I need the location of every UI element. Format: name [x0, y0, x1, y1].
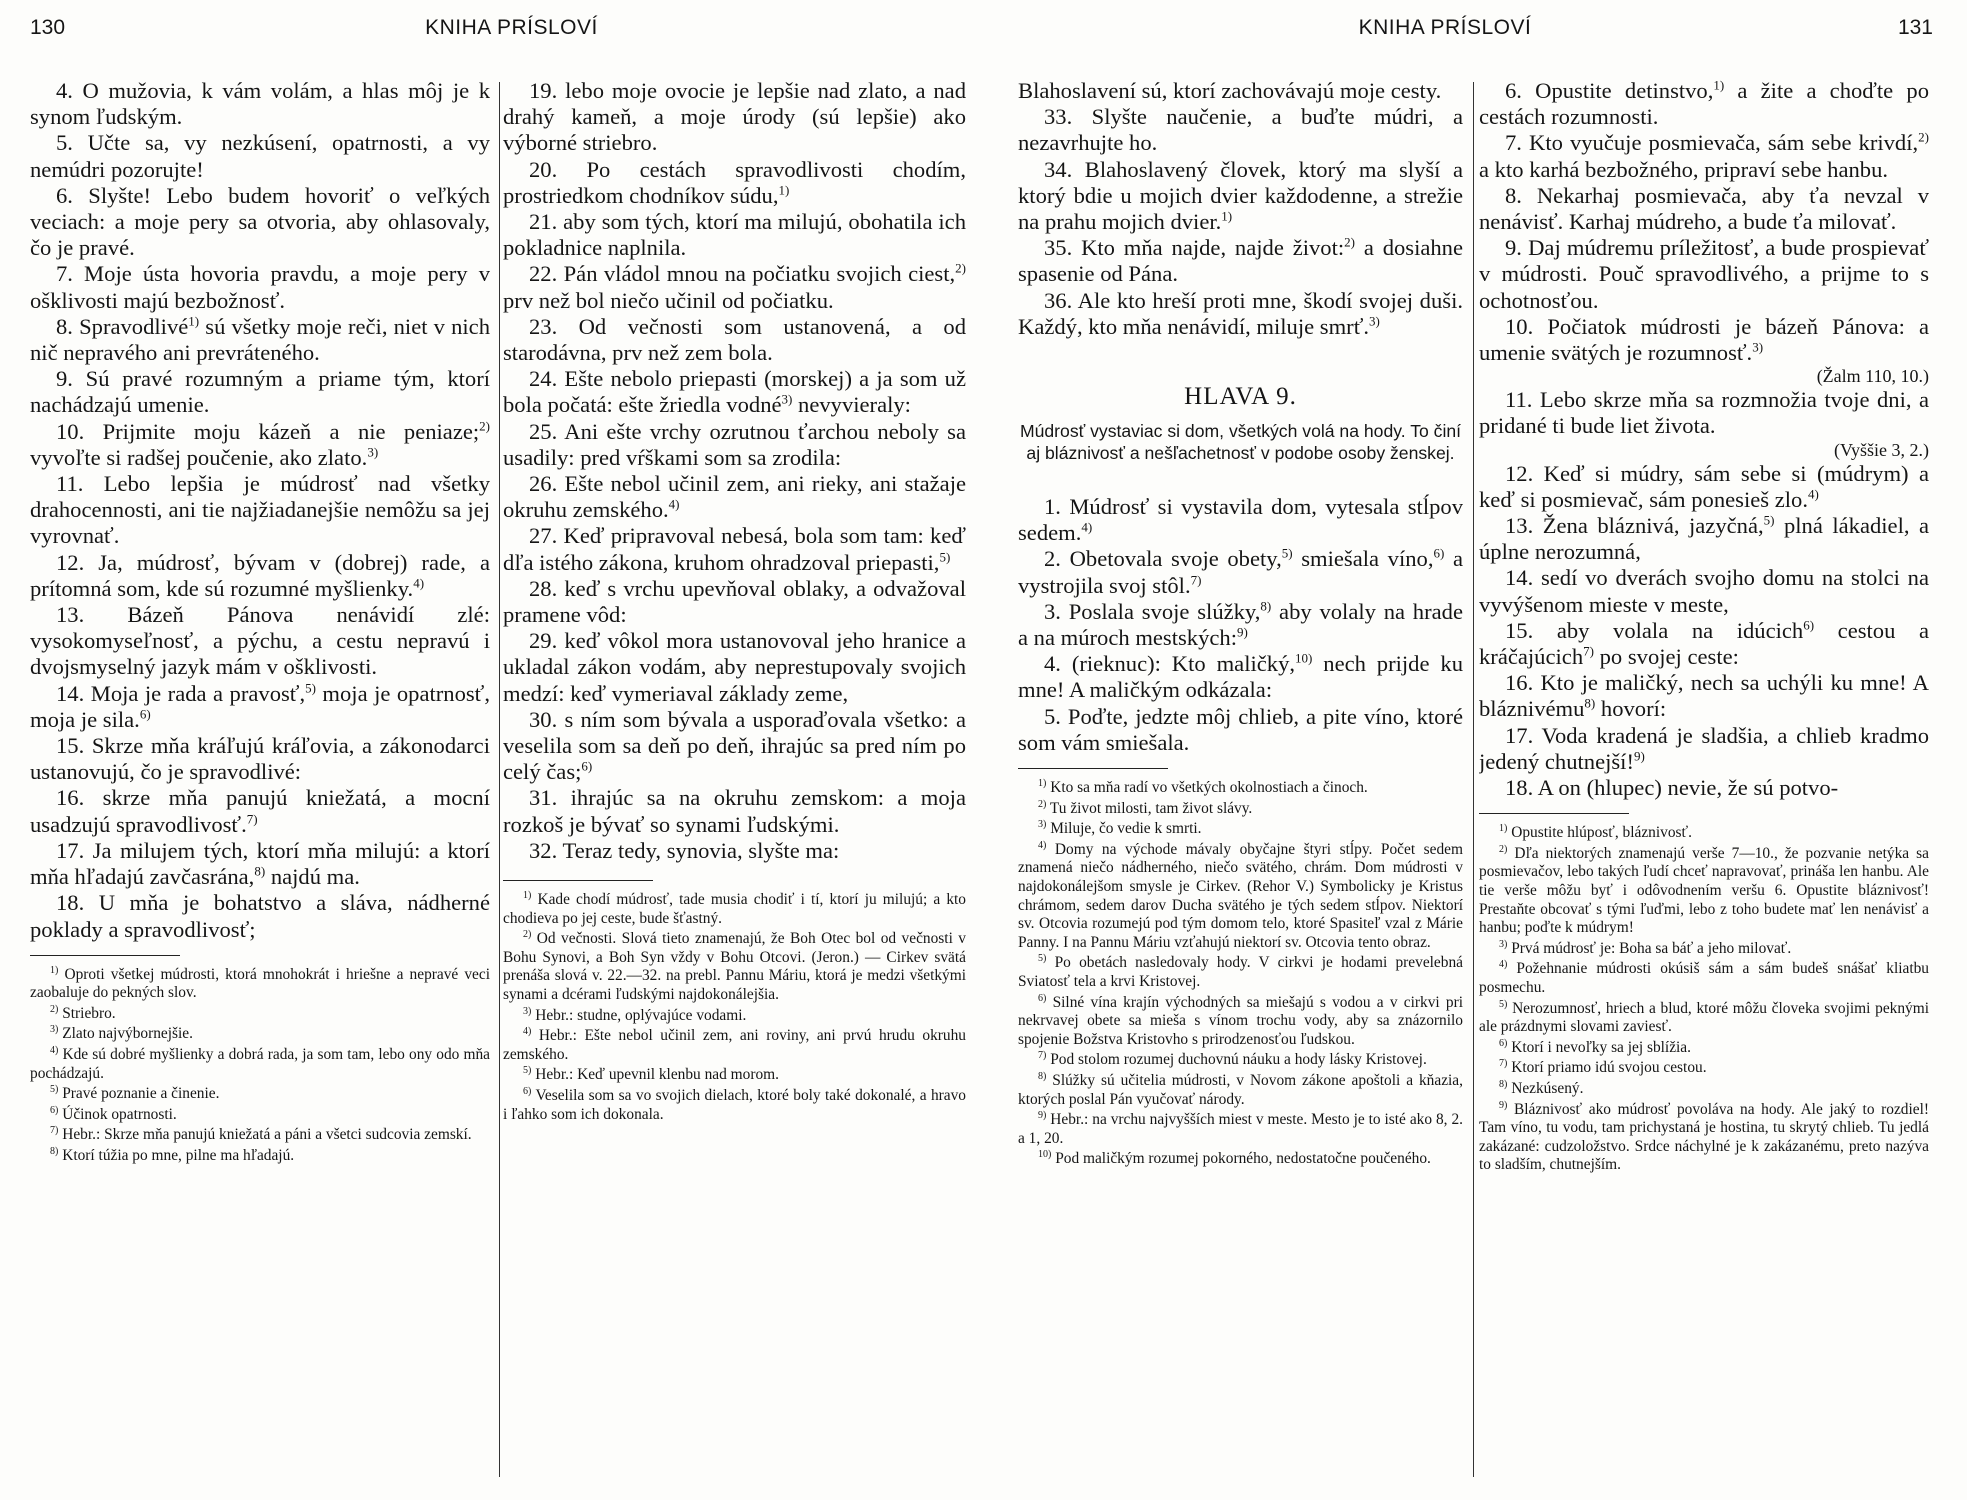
verse-text: 24. Ešte nebolo priepasti (morskej) a ja som už bola počatá: ešte žriedla vodné: [503, 366, 966, 418]
verse: [1018, 78, 1463, 104]
verse: [1479, 387, 1929, 439]
footnote-text: Bláznivosť ako múdrosť povoláva na hody. Ale jaký to rozdiel! Tam víno, tu vodu, tam prichystaná je hostina, tu skrytý chlieb. Tu jedlá zakázané: cudzoložstvo. Srdce náchylné je k zakázanému, preto nazýva to sladším, chutnejším.: [1479, 1100, 1929, 1174]
footnote-ref: 2): [1918, 129, 1929, 145]
verse-text: 35. Kto mňa najde, najde život:: [1044, 235, 1345, 261]
footnote: [1018, 1051, 1463, 1070]
footnote: [1018, 1072, 1463, 1109]
verse-text: 27. Keď pripravoval nebesá, bola som tam: keď dľa istého zákona, kruhom ohradzoval priepasti,: [503, 523, 966, 575]
footnote-ref: 1): [1221, 208, 1233, 224]
footnote-rule: [1479, 813, 1629, 814]
verse-text: a vystrojila svoj stôl.: [1018, 546, 1463, 598]
footnote: [1018, 994, 1463, 1050]
verse-text: 34. Blahoslavený človek, ktorý ma slyší a ktorý bdie u mojich dvier každodenne, a strežie na prahu mojich dvier.: [1018, 156, 1463, 235]
verse: [1479, 130, 1929, 182]
footnote-number: 2): [1038, 798, 1047, 810]
footnote-ref: 2): [1344, 234, 1355, 250]
verse: [30, 419, 490, 471]
verse-text: a dosiahne spasenie od Pána.: [1018, 235, 1463, 287]
verse-text: najdú ma.: [265, 864, 360, 890]
footnote-ref: 4): [1807, 486, 1819, 502]
footnote-ref: 3): [367, 444, 379, 460]
footnote-ref: 4): [1081, 519, 1093, 535]
verses: [1018, 78, 1463, 340]
footnote: [30, 1025, 490, 1044]
verse: [503, 707, 966, 786]
footnote-number: 1): [523, 889, 532, 901]
verse: [503, 471, 966, 523]
right-page: [983, 0, 1967, 1500]
footnote-ref: 6): [1433, 545, 1445, 561]
footnote-text: Pravé poznanie a činenie.: [62, 1085, 220, 1103]
verse-text: 18. A on (hlupec) nevie, že sú potvo-: [1505, 775, 1839, 801]
footnote: [30, 1046, 490, 1083]
verse-text: 29. keď vôkol mora ustanovoval jeho hranice a ukladal zákon vodám, aby neprestupovaly svojich medzí: keď vymeriaval základy zeme,: [503, 628, 966, 706]
footnote-ref: 7): [1190, 572, 1202, 588]
verse: [503, 209, 966, 261]
footnote-ref: 2): [955, 260, 966, 276]
verse: [30, 602, 490, 681]
footnote-number: 2): [1499, 843, 1508, 855]
footnote-rule: [30, 955, 180, 956]
footnote-ref: 8): [1584, 695, 1596, 711]
chapter-title: HLAVA 9.: [1184, 383, 1297, 411]
verse: [503, 314, 966, 366]
verse-text: 13. Bázeň Pánova nenávidí zlé: vysokomyseľnosť, a pýchu, a cestu nepravú i dvojsmyselný jazyk mám v ošklivosti.: [30, 602, 490, 680]
footnotes: [1479, 824, 1929, 1175]
footnote: [503, 930, 966, 1004]
footnote-text: Dľa niektorých znamenajú verše 7—10., že pozvanie netýka sa posmievačov, lebo takých ľudí chceť napravovať, prináša len hanbu. Ale tie verše môžu byť i odôvodnením veršu 6. Opustite bláznivosť! Prestaňte obcovať s tými ľuďmi, lebo z toho budete mať len nenávisť a hanbu; poďte k múdrym!: [1479, 844, 1929, 937]
footnote-ref: 7): [1583, 643, 1594, 659]
verse-text: 11. Lebo lepšia je múdrosť nad všetky drahocennosti, ani tie najžiadanejšie nemôžu sa jej vyrovnať.: [30, 471, 490, 549]
footnote-number: 8): [1038, 1070, 1047, 1082]
verse: [1479, 775, 1929, 801]
verse-text: 8. Nekarhaj posmievača, aby ťa nevzal v nenávisť. Karhaj múdreho, a bude ťa milovať.: [1479, 182, 1929, 235]
verse-text: 10. Prijmite moju kázeň a nie peniaze;: [56, 418, 480, 444]
footnote-text: Kto sa mňa radí vo všetkých okolnostiach a činoch.: [1050, 779, 1368, 797]
footnote-ref: 1): [1713, 78, 1725, 93]
verse-text: a kto karhá bezbožného, pripraví sebe hanbu.: [1479, 156, 1889, 182]
footnote-ref: 7): [246, 811, 258, 827]
verse-text: 13. Žena bláznivá, jazyčná,: [1505, 513, 1764, 539]
verse: [1018, 599, 1463, 651]
footnote-ref: 8): [1260, 598, 1272, 614]
verse-text: 7. Kto vyučuje posmievača, sám sebe krivdí,: [1505, 130, 1919, 156]
verse: [1018, 651, 1463, 703]
verse: [1018, 235, 1463, 287]
footnote-text: Prvá múdrosť je: Boha sa báť a jeho milovať.: [1511, 939, 1792, 957]
left-page-header: [0, 16, 983, 46]
footnote-number: 4): [50, 1044, 59, 1056]
verse-text: 31. ihrajúc sa na okruhu zemskom: a moja rozkoš je bývať so synami ľudskými.: [503, 785, 966, 837]
verse-text: 25. Ani ešte vrchy ozrutnou ťarchou neboly sa usadily: pred vŕškami som sa zrodila:: [503, 418, 966, 470]
footnote: [1479, 1080, 1929, 1099]
footnote-text: Pod stolom rozumej duchovnú náuku a hody lásky Kristovej.: [1050, 1051, 1427, 1069]
footnote-ref: 3): [1369, 313, 1380, 329]
verse-text: 33. Slyšte naučenie, a buďte múdri, a nezavrhujte ho.: [1018, 104, 1463, 156]
verse-text: 8. Spravodlivé: [56, 313, 189, 339]
verse: [1479, 78, 1929, 130]
verse: [30, 314, 490, 366]
verse-text: 21. aby som tých, ktorí ma milujú, obohatila ich pokladnice naplnila.: [503, 209, 966, 261]
left-column-2: [503, 78, 966, 1488]
footnote-ref: 4): [668, 496, 680, 512]
verse-text: 18. U mňa je bohatstvo a sláva, nádherné poklady a spravodlivosť;: [30, 890, 490, 942]
footnote: [1479, 824, 1929, 843]
footnote-number: 7): [1499, 1058, 1508, 1070]
footnote-text: Hebr.: Ešte nebol učinil zem, ani roviny, ani prvú hrudu okruhu zemského.: [503, 1027, 966, 1063]
verse: [30, 471, 490, 550]
verse-text: 32. Teraz tedy, synovia, slyšte ma:: [529, 837, 840, 863]
footnote-number: 9): [1499, 1099, 1508, 1111]
verse: [1479, 618, 1929, 670]
verse-text: a žite a choďte po cestách rozumnosti.: [1479, 78, 1929, 130]
verse-text: 6. Opustite detinstvo,: [1505, 78, 1714, 103]
footnote: [30, 1085, 490, 1104]
verse: [30, 261, 490, 313]
running-title: KNIHA PRÍSLOVÍ: [425, 16, 598, 39]
footnote: [30, 1126, 490, 1145]
verses: [503, 78, 966, 864]
verse-text: 12. Keď si múdry, sám sebe si (múdrym) a keď si posmievač, sám ponesieš zlo.: [1479, 460, 1929, 512]
verse-text: 7. Moje ústa hovoria pravdu, a moje pery v ošklivosti majú bezbožnosť.: [30, 261, 490, 313]
footnote-rule: [1018, 768, 1168, 769]
cross-reference: (Vyššie 3, 2.): [1834, 439, 1929, 460]
verse: [1479, 513, 1929, 565]
verse-text: 6. Slyšte! Lebo budem hovoriť o veľkých veciach: a moje pery sa otvoria, aby ohlasovaly, čo je pravé.: [30, 182, 490, 261]
verse-text: 14. sedí vo dverách svojho domu na stolci na vyvýšenom mieste v meste,: [1479, 565, 1929, 617]
footnote-text: Veselila som sa vo svojich dielach, ktoré boly také dokonalé, a hravo i ľahko som ich dokonala.: [503, 1087, 966, 1123]
verse-text: 16. skrze mňa panujú kniežatá, a mocní usadzujú spravodlivosť.: [30, 785, 490, 837]
verse-text: sú všetky moje reči, niet v nich nič nepravého ani prevráteného.: [30, 313, 490, 366]
footnote-text: Kde sú dobré myšlienky a dobrá rada, ja som tam, lebo ony odo mňa pochádzajú.: [30, 1046, 490, 1082]
verse-text: 11. Lebo skrze mňa sa rozmnožia tvoje dni, a pridané ti bude liet života.: [1479, 387, 1929, 439]
footnote-text: Domy na východe mávaly obyčajne štyri stĺpy. Počet sedem znamená niečo nádherného, niečo svätého, chrám. Dom múdrosti v najdokonálejšom smysle je Cirkev. (Rehor V.) Symbolicky je Kristus chrámom, sedem darov Ducha svätého je tých sedem stĺpov. Niektorí sv. Otcovia rozumejú pod tým domom telo, ktoré Spasiteľ vzal z Márie Panny. I na Pannu Máriu vzťahujú niektorí sv. Otcovia tento obraz.: [1018, 840, 1463, 951]
footnote-ref: 9): [1633, 748, 1645, 764]
footnote-text: Ktorí i nevoľky sa jej sblížia.: [1511, 1038, 1691, 1056]
column-rule: [499, 82, 500, 1477]
footnote: [1018, 800, 1463, 819]
footnote-ref: 5): [939, 549, 951, 565]
footnote-text: Hebr.: Keď upevnil klenbu nad morom.: [535, 1066, 779, 1084]
page-number: 131: [1897, 16, 1933, 39]
verse-text: hovorí:: [1595, 696, 1667, 722]
footnote-text: Ktorí priamo idú svojou cestou.: [1511, 1059, 1707, 1077]
footnote-text: Hebr.: studne, oplývajúce vodami.: [535, 1006, 747, 1024]
footnote: [1479, 1000, 1929, 1037]
running-title: KNIHA PRÍSLOVÍ: [1358, 16, 1532, 39]
verse-text: 14. Moja je rada a pravosť,: [56, 680, 306, 706]
footnote-ref: 1): [188, 313, 200, 329]
footnote-text: Miluje, čo vedie k smrti.: [1050, 820, 1202, 838]
verse: [1018, 104, 1463, 156]
verse: [1479, 723, 1929, 775]
footnote-ref: 6): [1803, 617, 1815, 633]
footnote-number: 6): [1499, 1037, 1508, 1049]
footnote-text: Pod maličkým rozumej pokorného, nedostatočne poučeného.: [1055, 1150, 1431, 1168]
verse-text: 20. Po cestách spravodlivosti chodím, prostriedkom chodníkov súdu,: [503, 156, 966, 208]
verse: [1018, 157, 1463, 236]
verse: [503, 628, 966, 707]
footnote-number: 7): [1038, 1050, 1047, 1062]
footnote-text: Silné vína krajín východných sa miešajú s vodou a v cirkvi pri nekrvavej obete sa mieša s vínom trochu vody, aby sa znázornilo spojenie Božstva Kristovho s prirodzenosťou ľudskou.: [1018, 993, 1463, 1048]
verse: [1018, 546, 1463, 598]
footnote-number: 6): [50, 1104, 59, 1116]
footnote-ref: 5): [1763, 512, 1775, 528]
verse: [503, 78, 966, 157]
verses: [1479, 78, 1929, 801]
footnote-number: 9): [1038, 1110, 1047, 1122]
verse-text: nech prijde ku mne! A maličkým odkázala:: [1018, 651, 1463, 703]
verse: [30, 681, 490, 733]
footnote: [1018, 1150, 1463, 1169]
verse: [30, 890, 490, 942]
verses: [1018, 494, 1463, 756]
verse-text: aby volaly na hrade a na múroch mestských:: [1018, 598, 1463, 651]
footnote-number: 1): [50, 964, 59, 976]
footnote-ref: 5): [1281, 545, 1293, 561]
verse: [1479, 461, 1929, 513]
verse: [30, 78, 490, 130]
verse-text: 16. Kto je maličký, nech sa uchýli ku mne! A bláznivému: [1479, 670, 1929, 722]
footnote-ref: 8): [254, 863, 266, 879]
footnote-text: Účinok opatrnosti.: [62, 1105, 177, 1123]
verse: [503, 157, 966, 209]
verse-text: vyvoľte si radšej poučenie, ako zlato.: [30, 444, 368, 470]
footnote-number: 7): [50, 1125, 59, 1137]
verse-text: 2. Obetovala svoje obety,: [1044, 546, 1282, 572]
verse: [1479, 235, 1929, 314]
footnote-text: Hebr.: na vrchu najvyšších miest v meste. Mesto je to isté ako 8, 2. a 1, 20.: [1018, 1111, 1463, 1147]
footnote-text: Od večnosti. Slová tieto znamenajú, že Boh Otec bol od večnosti v Bohu Synovi, a Boh Syn vždy v Bohu Otcovi. (Jeron.) — Cirkev svätá prenáša slová v. 22.—32. na prebl. Pannu Máriu, ktorá je medzi všetkými synami a dcérami ľudskými najdokonálejšia.: [503, 930, 966, 1004]
footnote: [1479, 845, 1929, 938]
footnote-number: 4): [1038, 839, 1047, 851]
footnotes: [30, 966, 490, 1166]
footnote-number: 4): [523, 1026, 532, 1038]
verse-text: 12. Ja, múdrosť, bývam v (dobrej) rade, a prítomná som, kde sú rozumné myšlienky.: [30, 549, 490, 601]
verse-text: 17. Ja milujem tých, ktorí mňa milujú: a ktorí mňa hľadajú zavčasrána,: [30, 837, 490, 890]
verse: [30, 183, 490, 262]
footnote: [1018, 820, 1463, 839]
footnote: [1479, 1101, 1929, 1175]
verse-text: 3. Poslala svoje slúžky,: [1044, 598, 1261, 624]
footnote-text: Požehnanie múdrosti okúsiš sám a sám budeš snášať kliatbu posmechu.: [1479, 960, 1929, 997]
verse: [503, 576, 966, 628]
footnote-ref: 6): [139, 706, 151, 722]
footnote-number: 1): [1499, 823, 1508, 835]
footnote: [30, 1147, 490, 1166]
footnote: [1479, 940, 1929, 959]
footnote-number: 3): [50, 1024, 59, 1036]
column-rule: [1473, 82, 1474, 1477]
footnotes: [503, 891, 966, 1124]
footnote: [1479, 960, 1929, 997]
cross-reference: (Žalm 110, 10.): [1816, 366, 1929, 387]
right-column-1: [1018, 78, 1463, 1488]
footnote-number: 3): [1038, 819, 1047, 831]
footnote-number: 8): [1499, 1078, 1508, 1090]
footnote-number: 5): [50, 1084, 59, 1096]
footnote-number: 2): [523, 929, 532, 941]
footnote: [30, 1005, 490, 1024]
right-page-header: [983, 16, 1967, 46]
footnote-text: Zlato najvýbornejšie.: [62, 1025, 193, 1043]
verse: [30, 838, 490, 890]
verse-text: 5. Učte sa, vy nezkúsení, opatrnosti, a vy nemúdri pozorujte!: [30, 130, 490, 182]
footnote: [1479, 1059, 1929, 1078]
footnote-ref: 3): [781, 391, 793, 407]
verse: [503, 785, 966, 837]
footnote: [1018, 841, 1463, 953]
verse: [1018, 704, 1463, 756]
verse-text: 9. Sú pravé rozumným a priame tým, ktorí nachádzajú umenie.: [30, 366, 490, 418]
verse-text: 9. Daj múdremu príležitosť, a bude prospievať v múdrosti. Pouč spravodlivého, a prijme to s ochotnosťou.: [1479, 235, 1929, 313]
footnote-text: Slúžky sú učitelia múdrosti, v Novom zákone apoštoli a kňazia, ktorých poslal Pán vyučovať národy.: [1018, 1071, 1463, 1108]
footnote-text: Po obetách nasledovaly hody. V cirkvi je hodami prevelebná Sviatosť tela a krvi Kristovej.: [1018, 954, 1463, 990]
footnote: [1018, 954, 1463, 991]
footnote-ref: 10): [1295, 650, 1313, 666]
verse-text: 10. Počiatok múdrosti je bázeň Pánova: a umenie svätých je rozumnosť.: [1479, 313, 1929, 366]
verse: [30, 366, 490, 418]
footnote: [503, 1007, 966, 1026]
verse: [503, 366, 966, 418]
verse-text: 4. O mužovia, k vám volám, a hlas môj je k synom ľudským.: [30, 78, 490, 130]
verse: [30, 733, 490, 785]
verse-text: 28. keď s vrchu upevňoval oblaky, a odvažoval pramene vôd:: [503, 575, 966, 628]
footnote-text: Striebro.: [62, 1004, 116, 1022]
verse: [30, 550, 490, 602]
footnote: [1479, 1039, 1929, 1058]
footnote-ref: 3): [1752, 339, 1764, 355]
left-column-1: [30, 78, 490, 1488]
footnote-text: Kade chodí múdrosť, tade musia chodiť i tí, ktorí ju milujú; a kto chodieva po jej ceste, bude šťastný.: [503, 891, 966, 927]
footnote-number: 8): [50, 1145, 59, 1157]
left-page: [0, 0, 983, 1500]
verse-text: cestou a kráčajúcich: [1479, 617, 1929, 670]
verse: [503, 523, 966, 575]
verse-text: 4. (rieknuc): Kto maličký,: [1044, 651, 1296, 677]
verse: [503, 261, 966, 313]
footnote-number: 5): [523, 1065, 532, 1077]
verse: [30, 785, 490, 837]
verse: [1479, 314, 1929, 366]
footnote-text: Nezkúsený.: [1511, 1080, 1584, 1097]
footnote: [503, 1027, 966, 1064]
footnote: [503, 891, 966, 928]
verse-text: 22. Pán vládol mnou na počiatku svojich ciest,: [529, 261, 956, 287]
footnote-ref: 1): [778, 182, 790, 198]
footnote-text: Hebr.: Skrze mňa panujú kniežatá a páni a všetci sudcovia zemskí.: [62, 1126, 472, 1144]
footnote-number: 3): [1499, 938, 1508, 950]
footnote-number: 4): [1499, 959, 1508, 971]
footnote-number: 1): [1038, 777, 1047, 789]
chapter-summary: Múdrosť vystaviac si dom, všetkých volá na hody. To činí aj bláznivosť a nešľachetnosť v podobe osoby ženskej.: [1019, 421, 1462, 464]
verse-text: smiešala víno,: [1292, 546, 1434, 572]
verse: [1479, 565, 1929, 617]
footnote-text: Ktorí túžia po mne, pilne ma hľadajú.: [62, 1147, 295, 1165]
footnote: [503, 1087, 966, 1124]
footnote-rule: [503, 880, 653, 881]
verse: [1018, 494, 1463, 546]
footnote-text: Opustite hlúposť, bláznivosť.: [1511, 824, 1692, 842]
verse-text: prv než bol niečo učinil od počiatku.: [503, 287, 834, 313]
footnote-ref: 9): [1236, 624, 1248, 640]
footnote-text: Tu život milosti, tam život slávy.: [1049, 799, 1253, 817]
footnote: [30, 966, 490, 1003]
footnote-ref: 2): [479, 418, 490, 434]
footnote-number: 10): [1038, 1149, 1052, 1161]
verse-text: 23. Od večnosti som ustanovená, a od starodávna, prv než zem bola.: [503, 313, 966, 366]
verse: [1018, 288, 1463, 340]
verse-text: 36. Ale kto hreší proti mne, škodí svojej duši. Každý, kto mňa nenávidí, miluje smrť.: [1018, 287, 1463, 339]
footnote-number: 5): [1038, 953, 1047, 965]
verse: [30, 130, 490, 182]
verse-text: nevyvieraly:: [792, 392, 911, 418]
footnote-ref: 4): [413, 575, 425, 591]
verse-text: moja je opatrnosť, moja je sila.: [30, 680, 490, 732]
verse-text: 15. Skrze mňa kráľujú kráľovia, a zákonodarci ustanovujú, čo je spravodlivé:: [30, 733, 490, 785]
verse-text: 30. s ním som bývala a usporaďovala všetko: a veselila som sa deň po deň, ihrajúc sa pred ním po celý čas;: [503, 706, 966, 785]
verse: [1479, 670, 1929, 722]
verse: [1479, 183, 1929, 235]
verse-text: 19. lebo moje ovocie je lepšie nad zlato, a nad drahý kameň, a moje úrody (sú lepšie) ako výborné striebro.: [503, 78, 966, 156]
footnote: [503, 1066, 966, 1085]
page-number: 130: [30, 16, 66, 39]
verse-text: 26. Ešte nebol učinil zem, ani rieky, ani stažaje okruhu zemského.: [503, 471, 966, 523]
footnote: [1018, 779, 1463, 798]
verse-text: 15. aby volala na idúcich: [1505, 617, 1804, 643]
verse-text: 1. Múdrosť si vystavila dom, vytesala stĺpov sedem.: [1018, 494, 1463, 546]
verse-text: po svojej ceste:: [1593, 644, 1739, 670]
footnote-number: 5): [1499, 998, 1508, 1010]
footnote-ref: 5): [305, 680, 316, 696]
footnote-number: 6): [1038, 992, 1047, 1004]
verse: [503, 838, 966, 864]
verses: [30, 78, 490, 943]
footnote-number: 2): [50, 1003, 59, 1015]
footnote-text: Oproti všetkej múdrosti, ktorá mnohokrát i hriešne a nepravé veci zaobaluje do pekných slov.: [30, 965, 490, 1002]
footnote-text: Nerozumnosť, hriech a blud, ktoré môžu človeka svojimi peknými ale prázdnymi slovami zaviesť.: [1479, 999, 1929, 1036]
verse-text: 17. Voda kradená je sladšia, a chlieb kradmo jedený chutnejší!: [1479, 722, 1929, 774]
verse-text: Blahoslavení sú, ktorí zachovávajú moje cesty.: [1018, 78, 1442, 103]
footnote-number: 3): [523, 1005, 532, 1017]
verse-text: plná lákadiel, a úplne nerozumná,: [1479, 513, 1929, 565]
footnote: [30, 1106, 490, 1125]
verse: [503, 419, 966, 471]
right-column-2: [1479, 78, 1929, 1488]
footnote-number: 6): [523, 1085, 532, 1097]
footnotes: [1018, 779, 1463, 1169]
footnote-ref: 6): [581, 758, 593, 774]
verse-text: 5. Poďte, jedzte môj chlieb, a pite víno, ktoré som vám smiešala.: [1018, 703, 1463, 755]
footnote: [1018, 1111, 1463, 1148]
